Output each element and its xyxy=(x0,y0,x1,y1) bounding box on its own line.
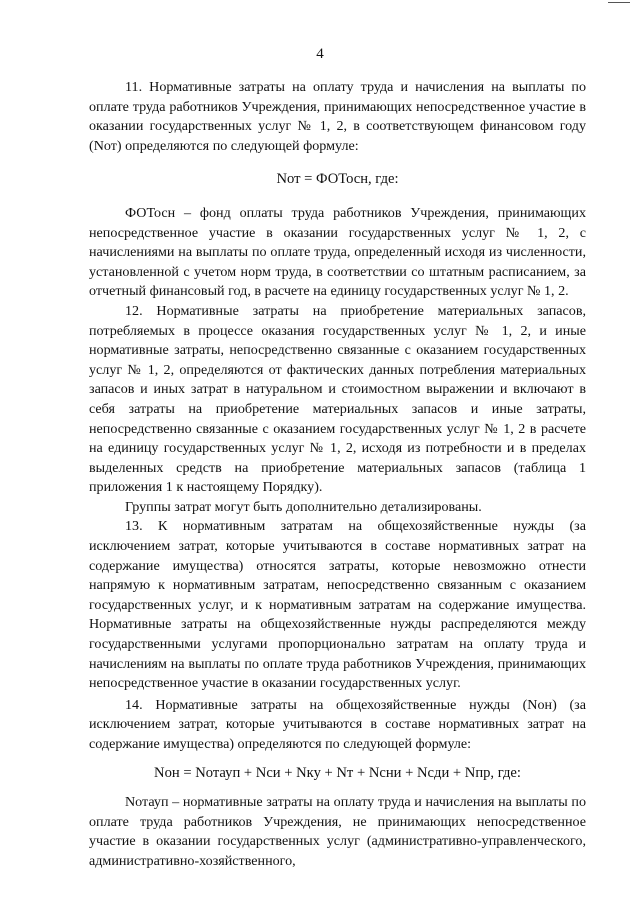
document-body xyxy=(89,78,586,872)
paragraph-11: 11. Нормативные затраты на оплату труда и начисления на выплаты по оплате труда работников Учреждения, принимающих непосредственное участие в оказании государственных услуг № 1, 2, в соответствующем финансовом году (Nот) определяются по следующей формуле: xyxy=(89,79,586,154)
scan-corner-mark xyxy=(608,2,630,3)
paragraph-groups: Группы затрат могут быть дополнительно детализированы. xyxy=(125,498,482,515)
paragraph-notaup-definition: Nотауп – нормативные затраты на оплату труда и начисления на выплаты по оплате труда работников Учреждения, не принимающих непосредственное участие в оказании государственных услуг (административно-управленческого, административно-хозяйственного, xyxy=(89,794,586,869)
paragraph-14: 14. Нормативные затраты на общехозяйственные нужды (Nон) (за исключением затрат, которые учитываются в составе нормативных затрат на содержание имущества) определяются по следующей формуле: xyxy=(89,696,586,752)
paragraph-fot-definition: ФОТосн – фонд оплаты труда работников Учреждения, принимающих непосредственное участие в оказании государственных услуг № 1, 2, с начислениями на выплаты по оплате труда, определенный исходя из численности, установленной с учетом норм труда, в соответствии со штатным расписанием, за отчетный финансовый год, в расчете на единицу государственных услуг № 1, 2. xyxy=(89,204,586,300)
page-number: 4 xyxy=(316,46,324,62)
formula-non: Nон = Nотауп + Nси + Nку + Nт + Nсни + Nсди + Nпр, где: xyxy=(154,764,521,781)
paragraph-13: 13. К нормативным затратам на общехозяйственные нужды (за исключением затрат, которые учитываются в составе нормативных затрат на содержание имущества) относятся затраты, которые невозможно отнести напрямую к нормативным затратам, непосредственно связанным с оказанием государственных услуг, и к нормативным затратам на содержание имущества. Нормативные затраты на общехозяйственные нужды распределяются между государственными услугами пропорционально затратам на оплату труда и начислениям на выплаты по оплате труда работников Учреждения, принимающих непосредственное участие в оказании государственных услуг. xyxy=(89,518,586,692)
formula-not: Nот = ФОТосн, где: xyxy=(276,171,399,188)
paragraph-12: 12. Нормативные затраты на приобретение материальных запасов, потребляемых в процессе оказания государственных услуг № 1, 2, и иные нормативные затраты, непосредственно связанные с оказанием государственных услуг № 1, 2, определяются от фактических данных потребления материальных запасов и иных затрат в натуральном и стоимостном выражении и включают в себя затраты на приобретение материальных запасов и иные затраты, непосредственно связанные с оказанием государственных услуг № 1, 2 в расчете на единицу государственных услуг № 1, 2, исходя из потребности и в пределах выделенных средств на приобретение материальных запасов (таблица 1 приложения 1 к настоящему Порядку). xyxy=(89,302,586,496)
